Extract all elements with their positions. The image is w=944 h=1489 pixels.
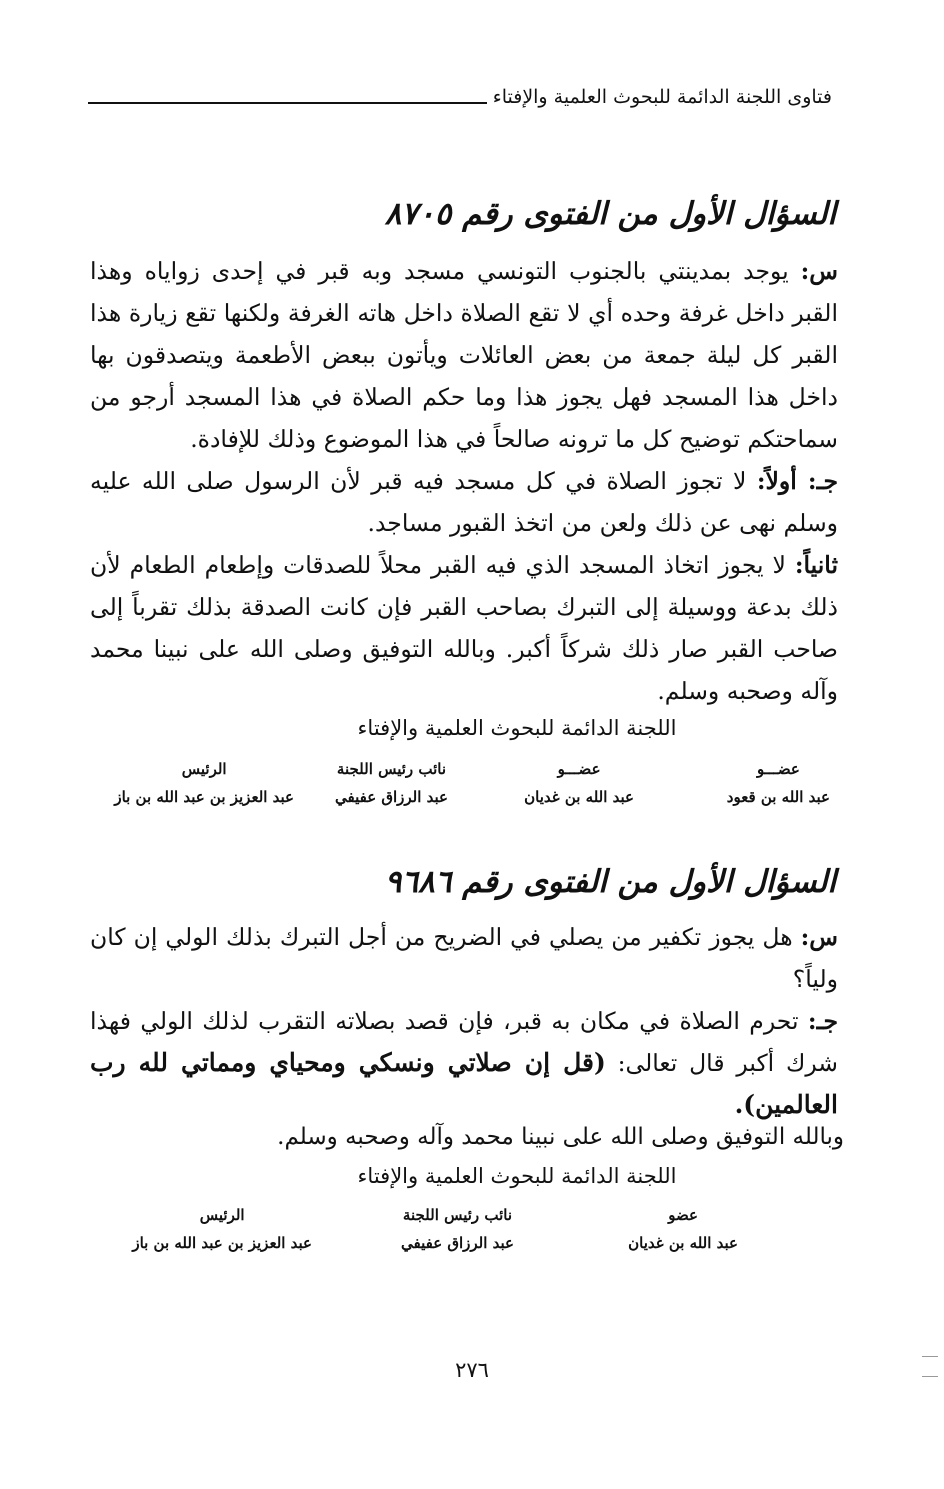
second-point-marker: ثانياً: — [794, 551, 838, 579]
signature-role: الرئيس — [199, 1206, 245, 1224]
fatwa2-title: السؤال الأول من الفتوى رقم ٩٦٨٦ — [384, 864, 836, 900]
margin-mark — [922, 1376, 938, 1377]
fatwa1-question-text: يوجد بمدينتي بالجنوب التونسي مسجد وبه قبر في إحدى زواياه وهذا القبر داخل غرفة وحده أي لا تقع الصلاة داخل هاته الغرفة ولكنها تقع زيارة هذا القبر كل ليلة جمعة من بعض العائلات ويأتون ببعض الأطعمة ويتصدقون بها داخل هذا المسجد فهل يجوز هذا وما حكم الصلاة في هذا المسجد أرجو من سماحتكم توضيح كل ما ترونه صالحاً في هذا الموضوع وذلك للإفادة. — [90, 257, 838, 453]
signature-role: عضـــو — [557, 760, 601, 778]
page-number: ٢٧٦ — [455, 1358, 489, 1382]
fatwa2-answer — [90, 1000, 838, 1126]
running-header — [88, 86, 832, 108]
fatwa2-answer-text: تحرم الصلاة في مكان به قبر، فإن قصد بصلاته التقرب لذلك الولي فهذا شرك أكبر قال تعالى: — [90, 1007, 838, 1077]
question-marker: س: — [800, 923, 838, 951]
signature-role: نائب رئيس اللجنة — [402, 1206, 513, 1224]
fatwa1-answer-text: لا تجوز الصلاة في كل مسجد فيه قبر لأن الرسول صلى الله عليه وسلم نهى عن ذلك ولعن من اتخذ القبور مساجد. — [90, 467, 838, 537]
answer-marker: جـ: — [807, 1007, 838, 1035]
header-title: فتاوى اللجنة الدائمة للبحوث العلمية والإفتاء — [492, 86, 832, 108]
signature-president — [114, 760, 294, 806]
signature-name: عبد الرزاق عفيفي — [400, 1234, 514, 1252]
signature-vice-president — [401, 1206, 514, 1252]
signature-name: عبد الله بن غديان — [628, 1234, 738, 1252]
signature-name: عبد العزيز بن عبد الله بن باز — [114, 788, 294, 806]
signature-member — [628, 1206, 738, 1252]
fatwa1-second-point — [90, 544, 838, 712]
signature-name: عبد الله بن قعود — [726, 788, 830, 806]
fatwa2-committee: اللجنة الدائمة للبحوث العلمية والإفتاء — [357, 1164, 677, 1188]
fatwa2-question — [90, 916, 838, 1000]
signature-member — [727, 760, 830, 806]
fatwa1-question — [90, 250, 838, 460]
signature-role: عضو — [668, 1206, 698, 1224]
signature-role: الرئيس — [181, 760, 227, 778]
fatwa1-answer — [90, 460, 838, 544]
margin-mark — [922, 1356, 938, 1357]
signature-name: عبد العزيز بن عبد الله بن باز — [132, 1234, 312, 1252]
signature-name: عبد الرزاق عفيفي — [334, 788, 448, 806]
question-marker: س: — [800, 257, 838, 285]
fatwa2-question-text: هل يجوز تكفير من يصلي في الضريح من أجل التبرك بذلك الولي إن كان ولياً؟ — [90, 923, 838, 993]
signature-vice-president — [335, 760, 448, 806]
quran-verse: (قل إن صلاتي ونسكي ومحياي ومماتي لله رب العالمين). — [90, 1048, 838, 1119]
signature-role: عضـــو — [756, 760, 800, 778]
fatwa1-committee: اللجنة الدائمة للبحوث العلمية والإفتاء — [357, 716, 677, 740]
fatwa1-second-text: لا يجوز اتخاذ المسجد الذي فيه القبر محلاً للصدقات وإطعام الطعام لأن ذلك بدعة ووسيلة إلى التبرك بصاحب القبر فإن كانت الصدقة بذلك تقرباً إلى صاحب القبر صار ذلك شركاً أكبر. وبالله التوفيق وصلى الله على نبينا محمد وآله وصحبه وسلم. — [90, 551, 838, 705]
signature-member — [524, 760, 634, 806]
signature-president — [132, 1206, 312, 1252]
answer-marker: جـ: أولاً: — [756, 467, 838, 495]
fatwa2-closing: وبالله التوفيق وصلى الله على نبينا محمد وآله وصحبه وسلم. — [277, 1124, 844, 1150]
signature-role: نائب رئيس اللجنة — [336, 760, 447, 778]
fatwa1-title: السؤال الأول من الفتوى رقم ٨٧٠٥ — [384, 196, 836, 232]
header-rule — [88, 102, 487, 104]
signature-name: عبد الله بن غديان — [524, 788, 634, 806]
